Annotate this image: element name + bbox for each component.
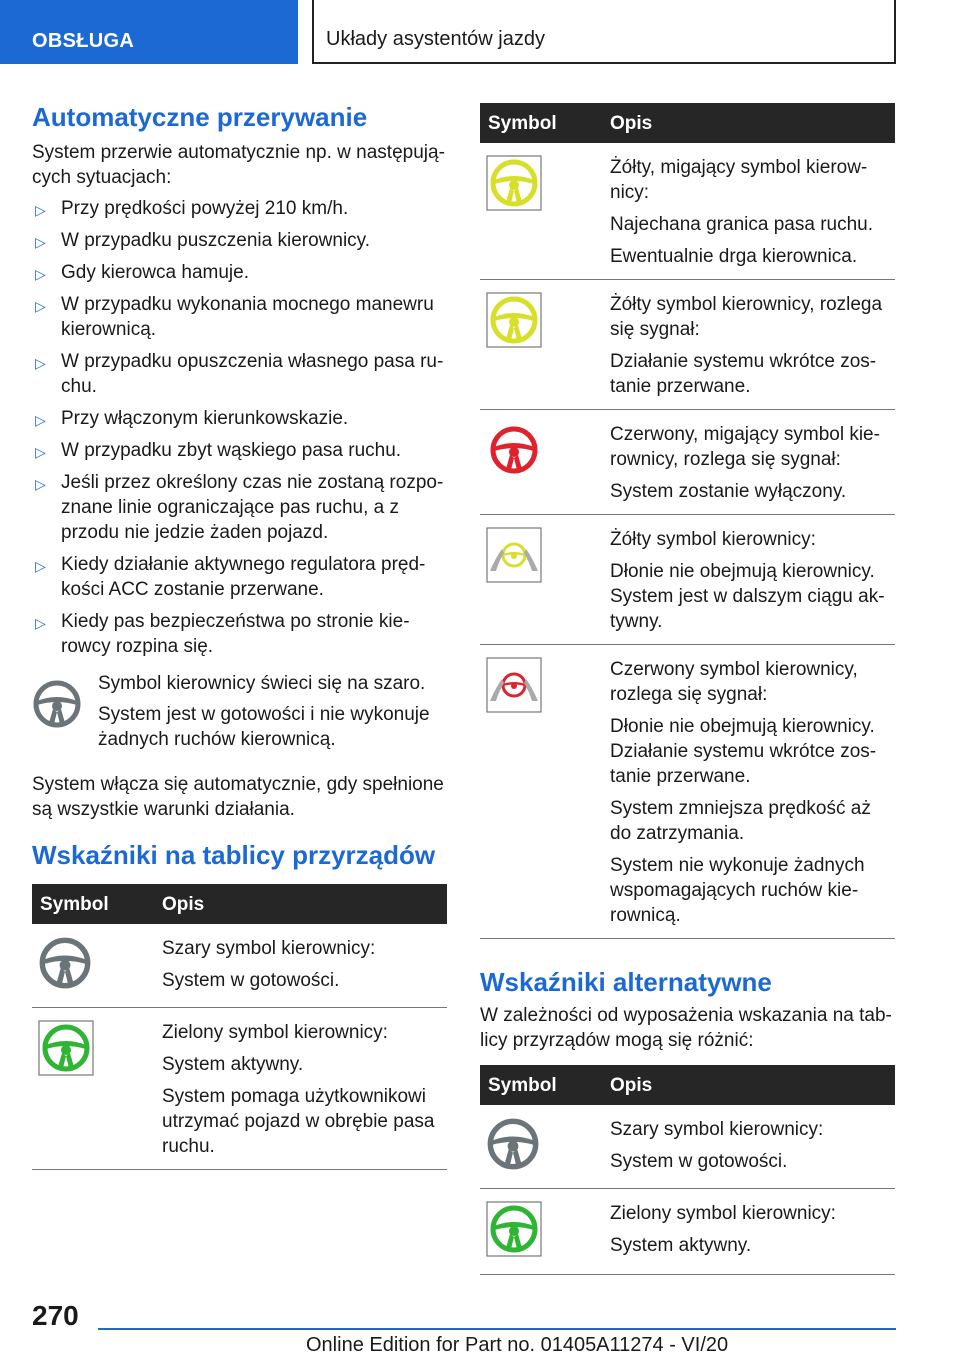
- table-row: [480, 280, 895, 410]
- red-steering-wheel-hands-icon: [486, 697, 542, 718]
- table-row: [480, 645, 895, 939]
- description-column-header: Opis: [154, 884, 447, 924]
- list-item: ▷ W przypadku puszczenia kierownicy.: [32, 228, 447, 253]
- bullet-triangle-icon: ▷: [35, 234, 46, 250]
- description-cell: Czerwony, migający symbol kie-rownicy, rozlega się sygnał: System zostanie wyłączony.: [602, 410, 895, 515]
- symbol-cell: [480, 1189, 602, 1275]
- description-column-header: Opis: [602, 103, 895, 143]
- symbol-cell: [32, 924, 154, 1008]
- heading-alternative-indicators: Wskaźniki alternatywne: [480, 967, 772, 997]
- table-row: [480, 1105, 895, 1189]
- symbol-cell: [480, 515, 602, 645]
- symbol-column-header: Symbol: [32, 884, 154, 924]
- page-number: 270: [32, 1300, 79, 1331]
- list-item: ▷ W przypadku opuszczenia własnego pasa ru-chu.: [35, 351, 444, 397]
- alternative-symbol-table: [480, 1065, 895, 1275]
- bullet-triangle-icon: ▷: [35, 476, 46, 492]
- table-row: [32, 924, 447, 1008]
- symbol-cell: [480, 280, 602, 410]
- alternative-intro-text: W zależności od wyposażenia wskazania na tab-licy przyrządów mogą się różnić:: [480, 1005, 892, 1051]
- symbol-column-header: Symbol: [480, 103, 602, 143]
- symbol-cell: [480, 410, 602, 515]
- left-column: [32, 100, 447, 1170]
- symbol-cell: [480, 645, 602, 939]
- bullet-triangle-icon: ▷: [35, 266, 46, 282]
- right-column: [480, 103, 895, 1275]
- description-cell: Żółty symbol kierownicy: Dłonie nie obejmują kierownicy. System jest w dalszym ciągu ak-tywny.: [602, 515, 895, 645]
- gray-steering-wheel-icon: [486, 1155, 540, 1176]
- bullet-triangle-icon: ▷: [35, 615, 46, 631]
- table-row: [480, 143, 895, 280]
- auto-activation-text: System włącza się automatycznie, gdy spełnione są wszystkie warunki działania.: [32, 774, 444, 820]
- list-item: ▷ Gdy kierowca hamuje.: [32, 260, 447, 285]
- table-header-row: [480, 1065, 895, 1105]
- warning-symbol-table: [480, 103, 895, 939]
- table-row: [480, 410, 895, 515]
- red-steering-wheel-icon: [486, 462, 542, 483]
- edition-note: Online Edition for Part no. 01405A11274 - VI/20: [306, 1334, 729, 1356]
- symbol-cell: [480, 1105, 602, 1189]
- description-cell: Czerwony symbol kierownicy, rozlega się sygnał: Dłonie nie obejmują kierownicy. Działanie systemu wkrótce zos-tanie przerwane. System zmniejsza prędkość aż do zatrzymania. System nie wykonuje żadnych wspomagających ruchów kie-rownicą.: [602, 645, 895, 939]
- heading-instrument-indicators: Wskaźniki na tablicy przyrządów: [32, 840, 436, 870]
- green-steering-wheel-icon: [486, 1241, 542, 1262]
- list-item: ▷ W przypadku wykonania mocnego manewru kierownicą.: [35, 294, 434, 340]
- description-cell: Zielony symbol kierownicy: System aktywny. System pomaga użytkownikowi utrzymać pojazd w obrębie pasa ruchu.: [154, 1008, 447, 1170]
- gray-symbol-note: [32, 671, 447, 758]
- heading-auto-interrupt: Automatyczne przerywanie: [32, 102, 368, 132]
- bullet-triangle-icon: ▷: [35, 558, 46, 574]
- bullet-triangle-icon: ▷: [35, 412, 46, 428]
- yellow-steering-wheel-blinking-icon: [486, 195, 542, 216]
- instrument-symbol-table: [32, 884, 447, 1170]
- interrupt-conditions-list: [32, 196, 447, 659]
- description-cell: Szary symbol kierownicy: System w gotowości.: [154, 924, 447, 1008]
- table-header-row: [32, 884, 447, 924]
- footer-divider: [98, 1328, 896, 1330]
- description-cell: Zielony symbol kierownicy: System aktywny.: [602, 1189, 895, 1275]
- green-steering-wheel-icon: [38, 1060, 94, 1081]
- table-row: [480, 515, 895, 645]
- symbol-cell: [480, 143, 602, 280]
- table-row: [480, 1189, 895, 1275]
- description-cell: Żółty symbol kierownicy, rozlega się sygnał: Działanie systemu wkrótce zos-tanie przerwane.: [602, 280, 895, 410]
- list-item: ▷ Kiedy działanie aktywnego regulatora pręd-kości ACC zostanie przerwane.: [35, 554, 426, 600]
- list-item: ▷ Kiedy pas bezpieczeństwa po stronie kie-rowcy rozpina się.: [35, 611, 410, 657]
- yellow-steering-wheel-hands-icon: [486, 567, 542, 588]
- bullet-triangle-icon: ▷: [35, 202, 46, 218]
- bullet-triangle-icon: ▷: [35, 355, 46, 371]
- bullet-triangle-icon: ▷: [35, 444, 46, 460]
- gray-steering-wheel-icon: [32, 671, 98, 758]
- list-item: ▷ Jeśli przez określony czas nie zostaną rozpo-znane linie ograniczające pas ruchu, a z przodu nie jedzie żaden pojazd.: [35, 472, 444, 543]
- section-tab: OBSŁUGA: [0, 0, 298, 64]
- gray-steering-wheel-icon: [38, 974, 92, 995]
- description-column-header: Opis: [602, 1065, 895, 1105]
- gray-symbol-line-2: System jest w gotowości i nie wykonuje żadnych ruchów kierownicą.: [98, 704, 430, 750]
- symbol-column-header: Symbol: [480, 1065, 602, 1105]
- intro-text: System przerwie automatycznie np. w następują-cych sytuacjach:: [32, 142, 445, 188]
- table-header-row: [480, 103, 895, 143]
- bullet-triangle-icon: ▷: [35, 298, 46, 314]
- list-item: ▷ Przy prędkości powyżej 210 km/h.: [32, 196, 447, 221]
- description-cell: Szary symbol kierownicy: System w gotowości.: [602, 1105, 895, 1189]
- chapter-title: Układy asystentów jazdy: [312, 0, 896, 64]
- table-row: [32, 1008, 447, 1170]
- symbol-cell: [32, 1008, 154, 1170]
- yellow-steering-wheel-icon: [486, 332, 542, 353]
- gray-symbol-line-1: Symbol kierownicy świeci się na szaro.: [98, 673, 426, 694]
- description-cell: Żółty, migający symbol kierow-nicy: Najechana granica pasa ruchu. Ewentualnie drga kierownica.: [602, 143, 895, 280]
- list-item: ▷ Przy włączonym kierunkowskazie.: [32, 406, 447, 431]
- list-item: ▷ W przypadku zbyt wąskiego pasa ruchu.: [32, 438, 447, 463]
